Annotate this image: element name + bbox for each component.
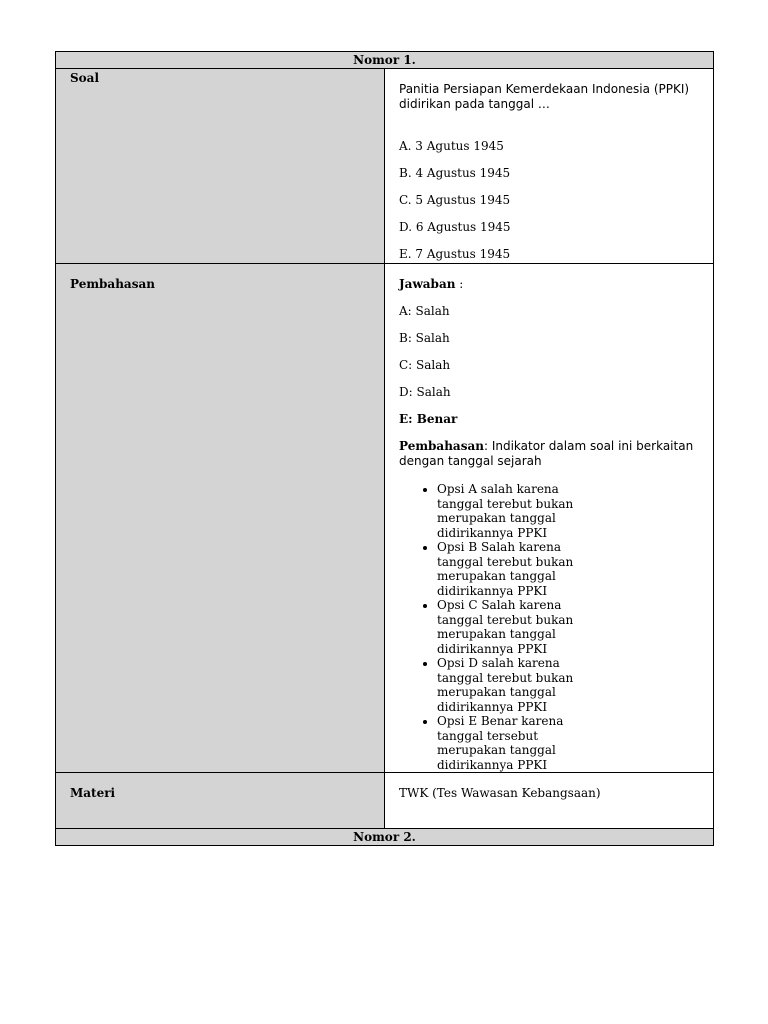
explanation-item-b: • Opsi B Salah karena tanggal terebut bukan merupakan tanggal didirikannya PPKI [437, 540, 701, 598]
answer-a: A: Salah [399, 304, 450, 318]
materi-row [56, 773, 714, 829]
answer-d: D: Salah [399, 385, 451, 399]
answer-e-correct: E: Benar [399, 412, 458, 426]
pembahasan-intro-text: : Indikator dalam soal ini berkaitan dengan tanggal sejarah [399, 439, 694, 468]
pembahasan-intro-label: Pembahasan [399, 439, 484, 453]
pembahasan-label-text: Pembahasan [70, 277, 155, 291]
soal-label-text: Soal [70, 71, 100, 85]
explanation-list [399, 482, 701, 772]
soal-label [56, 69, 385, 264]
answer-b: B: Salah [399, 331, 450, 345]
explanation-item-a: • Opsi A salah karena tanggal terebut bukan merupakan tanggal didirikannya PPKI [437, 482, 701, 540]
option-c: C. 5 Agustus 1945 [399, 193, 511, 207]
question-number-1: Nomor 1. [56, 52, 714, 69]
jawaban-label: Jawaban [399, 277, 456, 291]
question-number-2: Nomor 2. [56, 829, 714, 846]
jawaban-line [399, 277, 701, 292]
materi-content [385, 773, 714, 829]
answer-c: C: Salah [399, 358, 451, 372]
jawaban-suffix: : [455, 277, 464, 291]
question-header-row [56, 52, 714, 69]
pembahasan-label [56, 264, 385, 773]
explanation-item-c: • Opsi C Salah karena tanggal terebut bukan merupakan tanggal didirikannya PPKI [437, 598, 701, 656]
option-d: D. 6 Agustus 1945 [399, 220, 511, 234]
soal-row [56, 69, 714, 264]
materi-text: TWK (Tes Wawasan Kebangsaan) [399, 786, 601, 800]
pembahasan-row [56, 264, 714, 773]
materi-label-text: Materi [70, 786, 116, 800]
document-page [55, 51, 714, 846]
soal-content [385, 69, 714, 264]
pembahasan-content [385, 264, 714, 773]
explanation-item-d: • Opsi D salah karena tanggal terebut bukan merupakan tanggal didirikannya PPKI [437, 656, 701, 714]
option-a: A. 3 Agutus 1945 [399, 139, 504, 153]
pembahasan-intro [399, 439, 701, 469]
option-b: B. 4 Agustus 1945 [399, 166, 511, 180]
soal-question-text: Panitia Persiapan Kemerdekaan Indonesia (PPKI) didirikan pada tanggal … [399, 82, 690, 111]
option-e: E. 7 Agustus 1945 [399, 247, 511, 261]
explanation-item-e: • Opsi E Benar karena tanggal tersebut merupakan tanggal didirikannya PPKI [437, 714, 701, 772]
materi-label [56, 773, 385, 829]
question-table [55, 51, 714, 846]
question-header-row-2 [56, 829, 714, 846]
